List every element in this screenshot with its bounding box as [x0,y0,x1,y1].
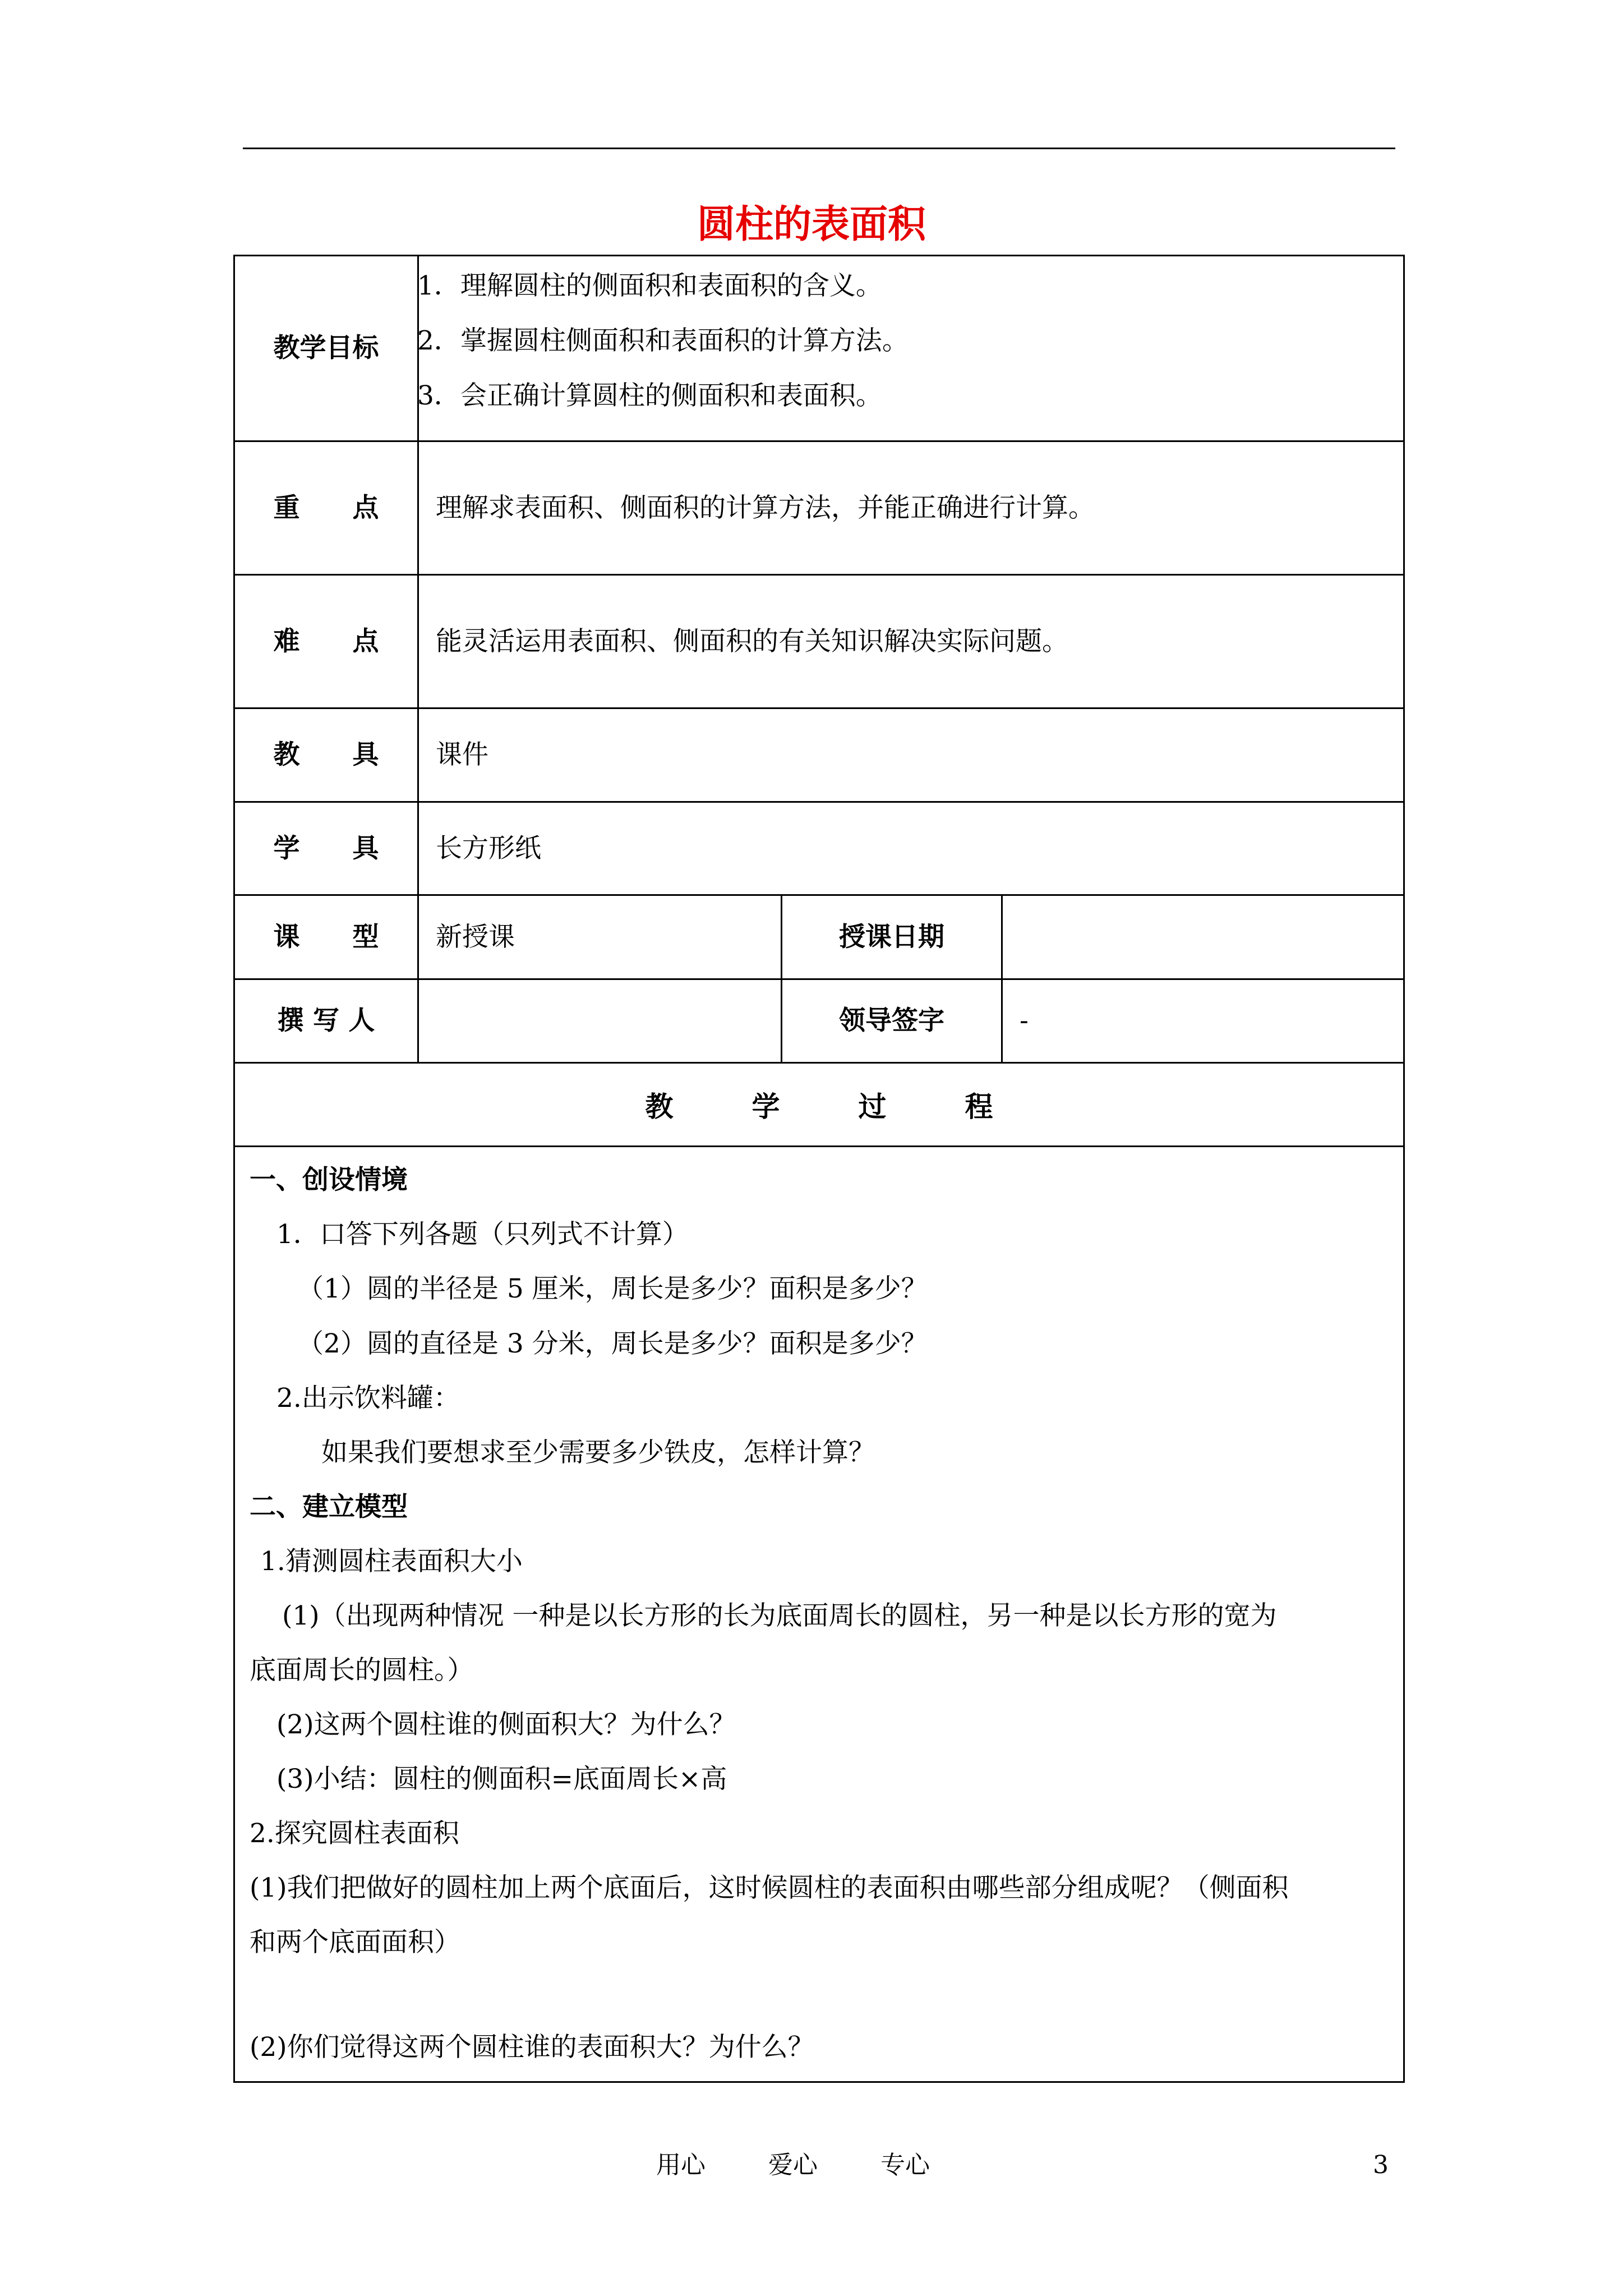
page-number: 3 [1373,2151,1389,2179]
teacher-tools-value: 课件 [436,739,488,770]
process-line: (1)（出现两种情况 一种是以长方形的长为底面周长的圆柱，另一种是以长方形的宽为 [282,1600,1277,1631]
author-label: 撰 写 人 [277,1005,375,1036]
student-tools-value: 长方形纸 [436,832,541,864]
process-line: 1．口答下列各题（只列式不计算） [276,1219,689,1250]
table-rule [233,1145,1405,1147]
difficulty-label: 难 点 [273,625,379,657]
objective-item: 2．掌握圆柱侧面积和表面积的计算方法。 [417,325,909,356]
process-line: (3)小结：圆柱的侧面积=底面周长×高 [276,1764,727,1795]
student-tools-label: 学 具 [273,832,379,864]
process-title-char: 学 [751,1090,780,1123]
process-line: 底面周长的圆柱。） [250,1655,474,1686]
footer-motto: 用心 [656,2151,706,2179]
process-title-char: 程 [965,1090,993,1123]
process-line: (2)这两个圆柱谁的侧面积大？为什么？ [276,1709,736,1740]
date-value [1003,896,1405,978]
sign-value: - [1020,1005,1029,1036]
section-heading: 二、建立模型 [250,1492,408,1522]
process-line: （1）圆的半径是 5 厘米，周长是多少？面积是多少？ [297,1273,928,1304]
process-line: 如果我们要想求至少需要多少铁皮，怎样计算？ [321,1437,875,1468]
process-line: 2.探究圆柱表面积 [250,1818,459,1849]
footer-motto: 爱心 [768,2151,818,2179]
process-title-char: 过 [858,1090,887,1123]
process-line: (2)你们觉得这两个圆柱谁的表面积大？为什么？ [250,2032,814,2063]
process-line: 1.猜测圆柱表面积大小 [260,1546,523,1577]
sign-label: 领导签字 [839,1005,944,1036]
footer-motto: 专心 [880,2151,930,2179]
objectives-list [417,269,1393,434]
teacher-tools-label: 教 具 [273,739,379,770]
key-point-label: 重 点 [273,492,379,523]
page-title: 圆柱的表面积 [697,202,926,247]
process-title-char: 教 [645,1090,674,1123]
section-heading: 一、创设情境 [250,1165,408,1195]
process-line: (1)我们把做好的圆柱加上两个底面后，这时候圆柱的表面积由哪些部分组成呢？（侧面积 [250,1872,1289,1903]
process-line: （2）圆的直径是 3 分米，周长是多少？面积是多少？ [297,1328,928,1359]
lesson-type-label: 课 型 [273,921,379,953]
author-value [419,980,781,1062]
process-line: 2.出示饮料罐： [276,1383,460,1414]
header-rule [243,148,1395,149]
process-title [235,1064,1403,1145]
objectives-label: 教学目标 [273,333,379,364]
date-label: 授课日期 [839,921,944,953]
key-point-value: 理解求表面积、侧面积的计算方法，并能正确进行计算。 [436,492,1095,523]
lesson-type-value: 新授课 [436,921,515,953]
difficulty-value: 能灵活运用表面积、侧面积的有关知识解决实际问题。 [436,625,1068,657]
objective-item: 1．理解圆柱的侧面积和表面积的含义。 [417,270,882,301]
process-line: 和两个底面面积） [250,1927,460,1958]
objective-item: 3．会正确计算圆柱的侧面积和表面积。 [417,380,882,411]
